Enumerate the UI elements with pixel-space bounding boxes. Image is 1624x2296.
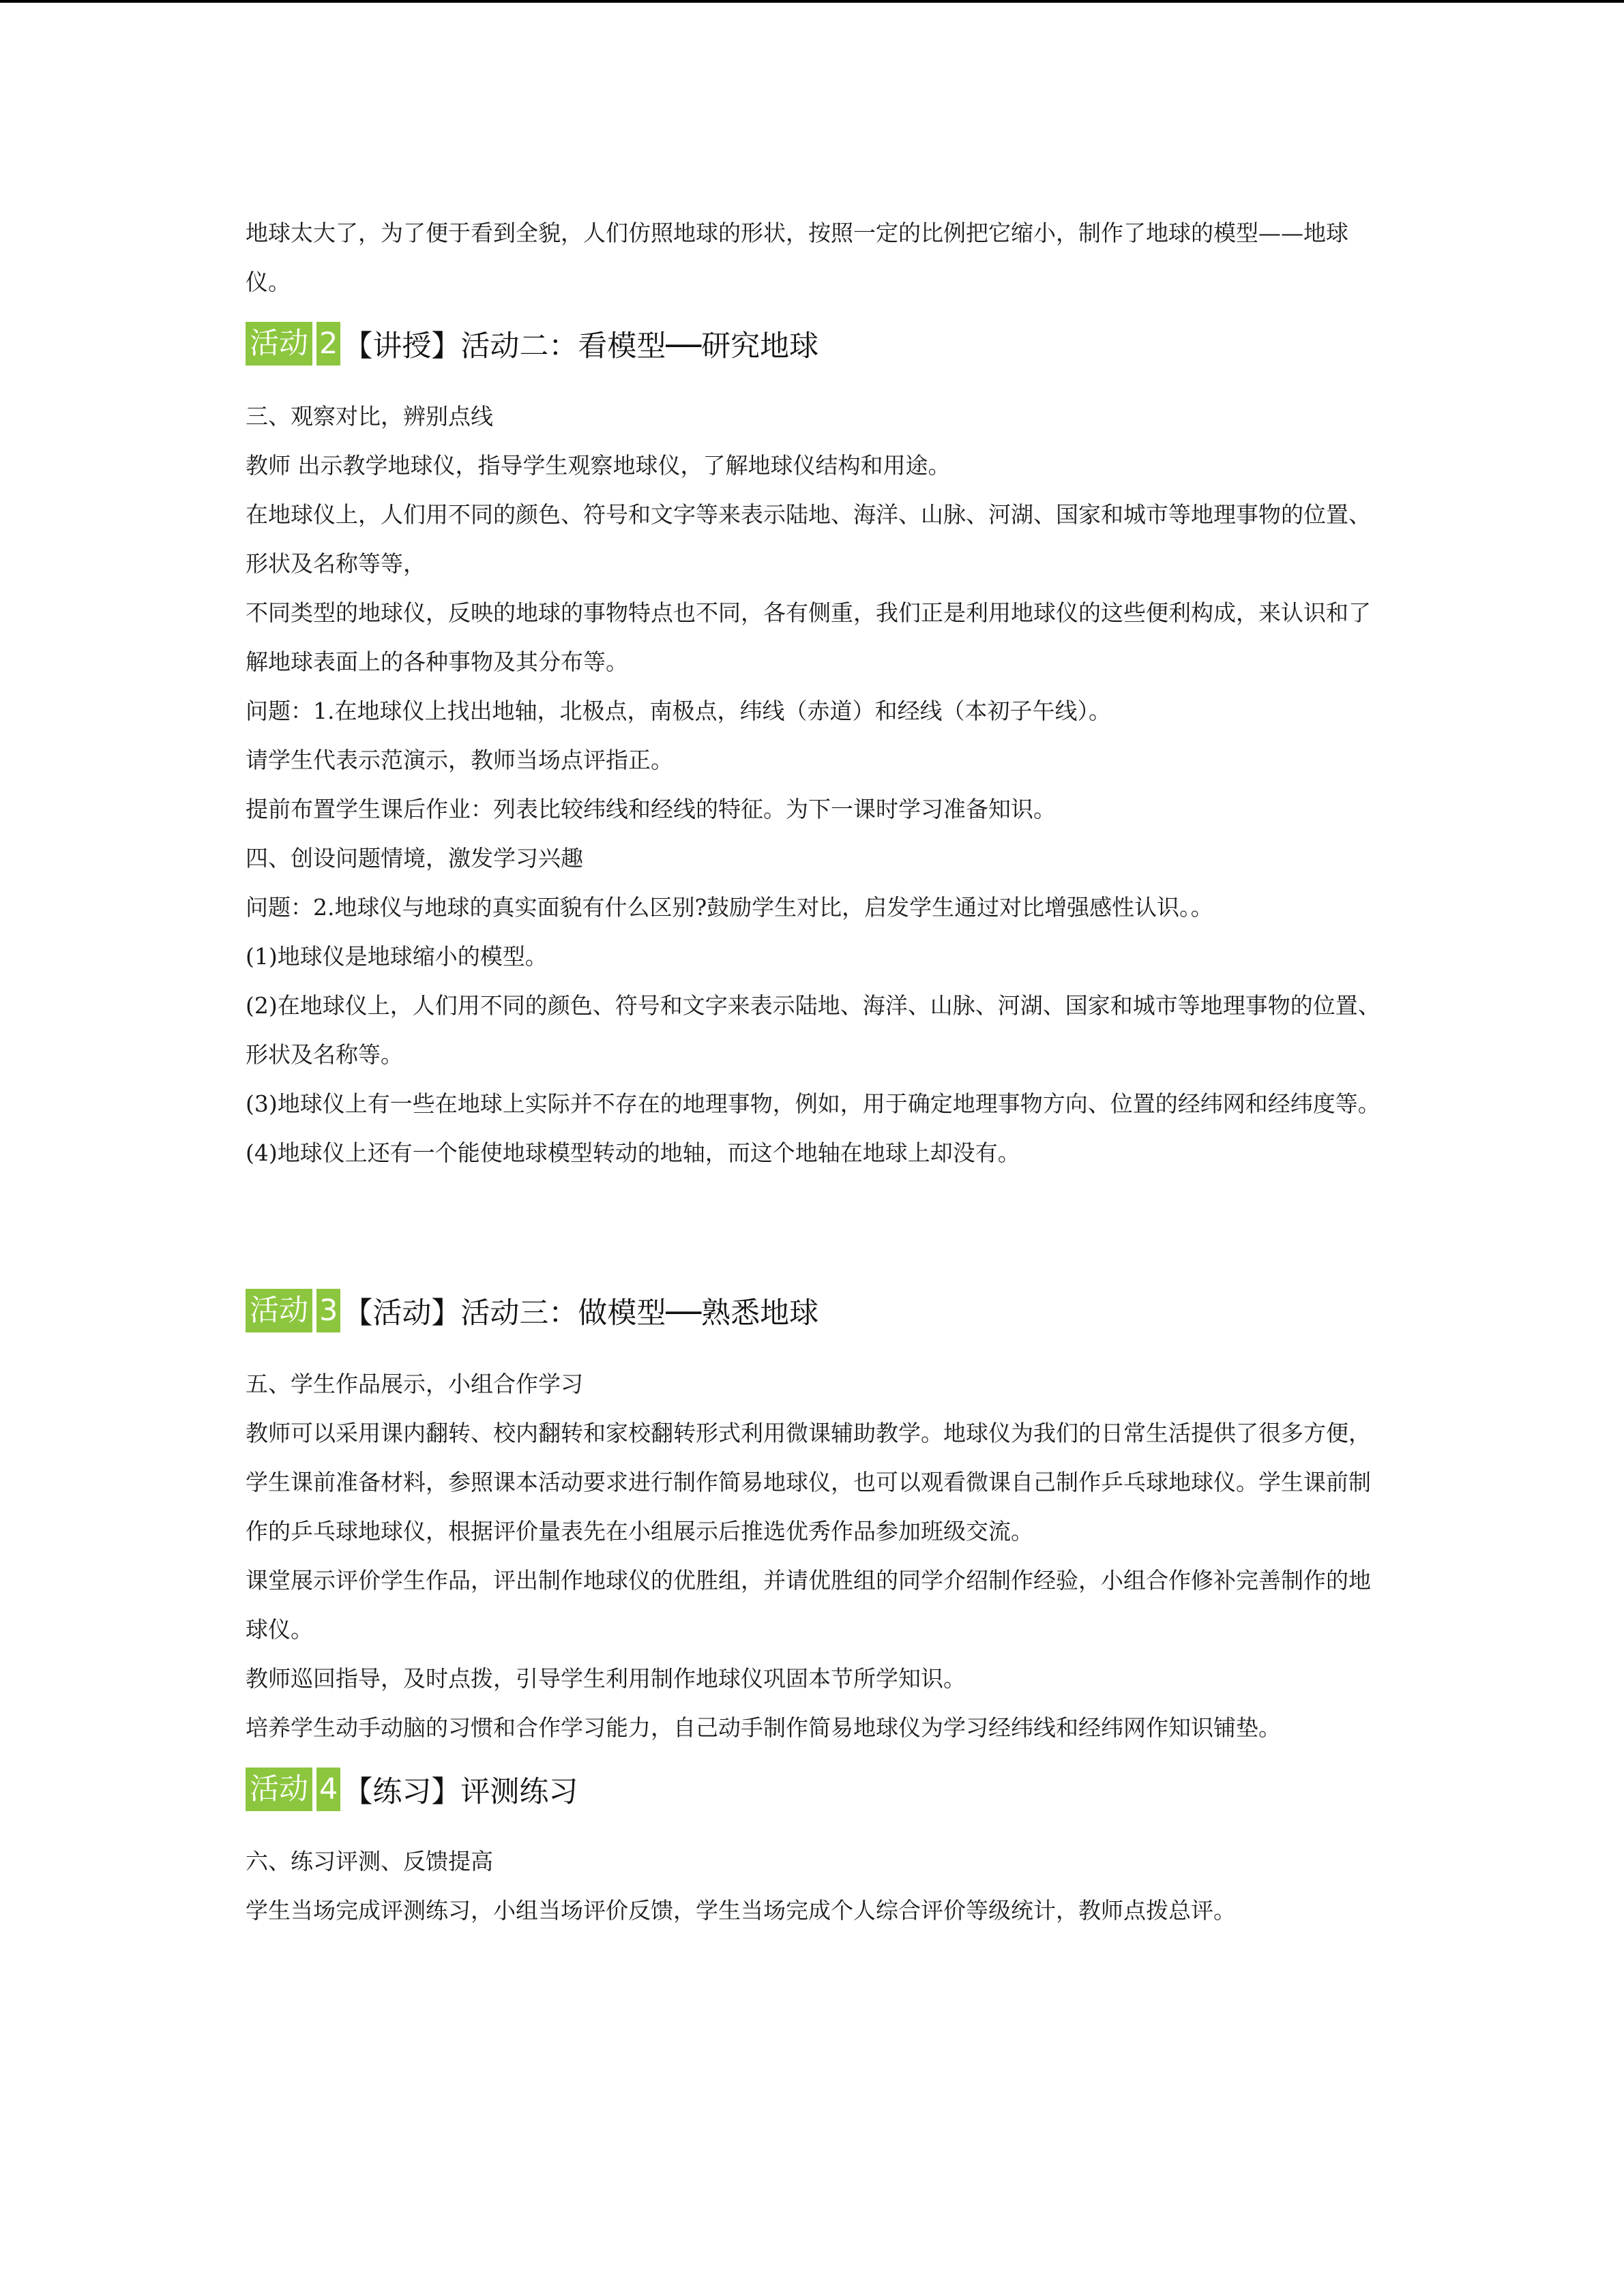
activity3-heading [246, 1289, 818, 1332]
activity2-tag-number: 2 [316, 322, 340, 366]
activity2-paragraph: (3)地球仪上有一些在地球上实际并不存在的地理事物，例如，用于确定地理事物方向、位置的经纬网和经纬度等。 [246, 1090, 1381, 1117]
activity2-paragraph: 提前布置学生课后作业：列表比较纬线和经线的特征。为下一课时学习准备知识。 [246, 796, 1056, 822]
activity2-paragraph: (4)地球仪上还有一个能使地球模型转动的地轴，而这个地轴在地球上却没有。 [246, 1139, 1020, 1166]
activity2-paragraph: (2)在地球仪上，人们用不同的颜色、符号和文字来表示陆地、海洋、山脉、河湖、国家和城市等地理事物的位置、形状及名称等。 [246, 992, 1381, 1068]
activity2-title: 【讲授】活动二：看模型──研究地球 [343, 329, 819, 363]
activity3-paragraph: 五、学生作品展示，小组合作学习 [246, 1371, 583, 1397]
activity2-paragraph: 请学生代表示范演示，教师当场点评指正。 [246, 747, 673, 773]
activity4-paragraph: 六、练习评测、反馈提高 [246, 1848, 493, 1875]
activity3-tag-number: 3 [316, 1289, 340, 1332]
activity4-paragraph: 学生当场完成评测练习，小组当场评价反馈，学生当场完成个人综合评价等级统计，教师点拨总评。 [246, 1897, 1236, 1924]
intro-paragraph: 地球太大了，为了便于看到全貌，人们仿照地球的形状，按照一定的比例把它缩小，制作了地球的模型——地球仪。 [246, 220, 1348, 295]
activity2-paragraph: 不同类型的地球仪，反映的地球的事物特点也不同，各有侧重，我们正是利用地球仪的这些便利构成，来认识和了解地球表面上的各种事物及其分布等。 [246, 599, 1371, 675]
activity2-heading [246, 322, 818, 366]
activity2-paragraph: 问题：2.地球仪与地球的真实面貌有什么区别?鼓励学生对比，启发学生通过对比增强感性认识。。 [246, 894, 1213, 921]
activity2-paragraph: 四、创设问题情境，激发学习兴趣 [246, 845, 583, 871]
activity2-paragraph: 问题：1.在地球仪上找出地轴，北极点，南极点，纬线（赤道）和经线（本初子午线）。 [246, 698, 1111, 724]
intro-section [246, 209, 1381, 307]
activity4-heading [246, 1768, 578, 1811]
activity3-paragraph: 教师巡回指导，及时点拨，引导学生利用制作地球仪巩固本节所学知识。 [246, 1665, 966, 1692]
activity3-paragraph: 教师可以采用课内翻转、校内翻转和家校翻转形式利用微课辅助教学。地球仪为我们的日常生活提供了很多方便，学生课前准备材料，参照课本活动要求进行制作简易地球仪，也可以观看微课自己制作乒乓球地球仪。学生课前制作的乒乓球地球仪，根据评价量表先在小组展示后推选优秀作品参加班级交流。 [246, 1420, 1371, 1545]
activity4-tag-label: 活动 [246, 1768, 312, 1811]
activity2-tag-label: 活动 [246, 322, 312, 366]
activity3-paragraph: 培养学生动手动脑的习惯和合作学习能力，自己动手制作简易地球仪为学习经纬线和经纬网作知识铺垫。 [246, 1714, 1281, 1741]
activity2-paragraph: (1)地球仪是地球缩小的模型。 [246, 943, 548, 970]
activity3-body [246, 1360, 1381, 1753]
activity4-body [246, 1837, 1381, 1935]
activity3-paragraph: 课堂展示评价学生作品，评出制作地球仪的优胜组，并请优胜组的同学介绍制作经验，小组合作修补完善制作的地球仪。 [246, 1567, 1371, 1643]
activity2-paragraph: 教师 出示教学地球仪，指导学生观察地球仪，了解地球仪结构和用途。 [246, 452, 951, 479]
activity2-body [246, 392, 1381, 1178]
activity3-tag-label: 活动 [246, 1289, 312, 1332]
activity2-paragraph: 三、观察对比，辨别点线 [246, 403, 493, 430]
activity2-paragraph: 在地球仪上，人们用不同的颜色、符号和文字等来表示陆地、海洋、山脉、河湖、国家和城市等地理事物的位置、形状及名称等等， [246, 501, 1371, 577]
activity4-tag-number: 4 [316, 1768, 340, 1811]
activity4-title: 【练习】评测练习 [343, 1774, 578, 1809]
activity3-title: 【活动】活动三：做模型──熟悉地球 [343, 1296, 819, 1330]
